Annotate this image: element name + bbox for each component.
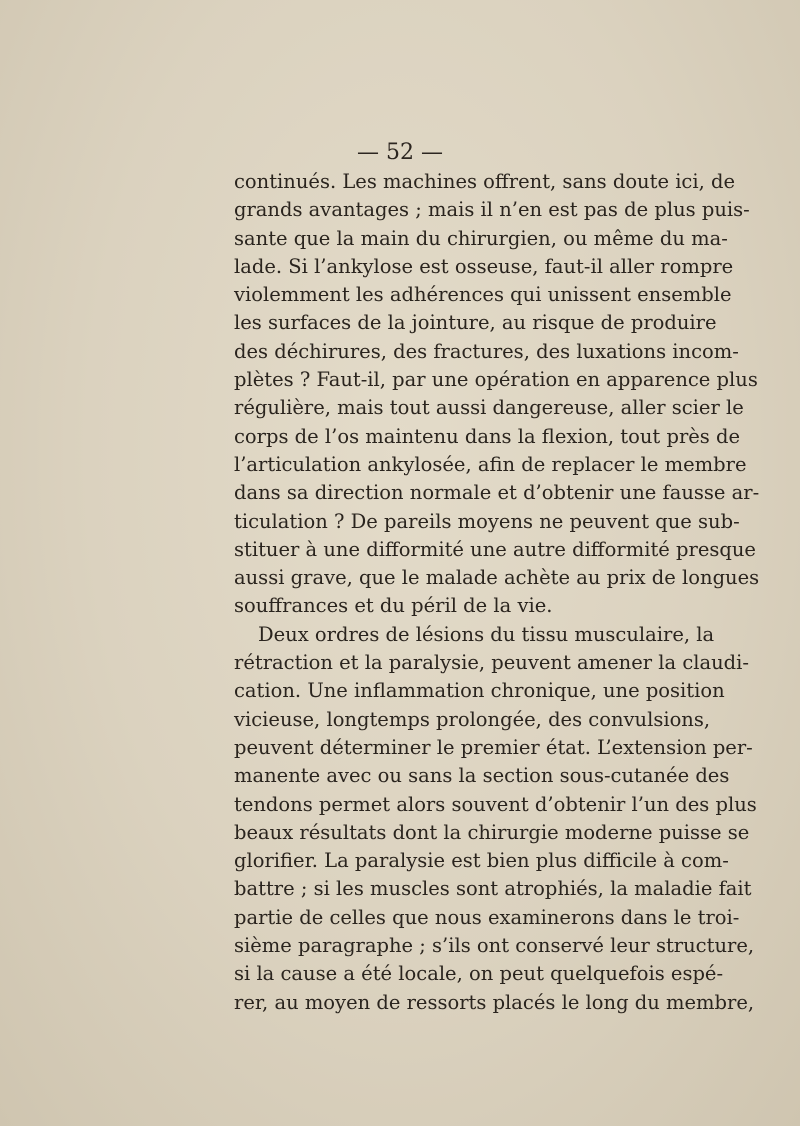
text-line: rer, au moyen de ressorts placés le long du membre, <box>234 990 755 1014</box>
text-line: partie de celles que nous examinerons dans le troi- <box>234 905 740 929</box>
page-number: — 52 — <box>357 140 443 165</box>
text-line: si la cause a été locale, on peut quelquefois espé- <box>234 962 724 986</box>
text-line: les surfaces de la jointure, au risque de produire <box>234 311 717 335</box>
text-line: dans sa direction normale et d’obtenir une fausse ar- <box>234 481 760 505</box>
text-line: continués. Les machines offrent, sans doute ici, de <box>234 170 736 193</box>
text-line: violemment les adhérences qui unissent ensemble <box>234 283 732 307</box>
text-line: l’articulation ankylosée, afin de replacer le membre <box>234 452 747 476</box>
text-line: aussi grave, que le malade achète au prix de longues <box>234 566 760 590</box>
text-line: peuvent déterminer le premier état. L’extension per- <box>234 735 753 759</box>
text-line: stituer à une difformité une autre difformité presque <box>234 537 756 561</box>
text-line: battre ; si les muscles sont atrophiés, la maladie fait <box>234 877 752 901</box>
text-line: rétraction et la paralysie, peuvent amener la claudi- <box>234 651 749 675</box>
text-line: tendons permet alors souvent d’obtenir l’un des plus <box>234 792 757 816</box>
text-line: ticulation ? De pareils moyens ne peuvent que sub- <box>234 509 740 533</box>
text-line: lade. Si l’ankylose est osseuse, faut-il aller rompre <box>234 254 734 278</box>
paragraph-start-line: Deux ordres de lésions du tissu musculaire, la <box>258 622 715 646</box>
text-line: plètes ? Faut-il, par une opération en apparence plus <box>234 368 758 392</box>
text-line: sième paragraphe ; s’ils ont conservé leur structure, <box>234 934 755 958</box>
text-line: des déchirures, des fractures, des luxations incom- <box>234 339 739 363</box>
text-line: manente avec ou sans la section sous-cutanée des <box>234 764 730 788</box>
text-line: sante que la main du chirurgien, ou même du ma- <box>234 226 728 250</box>
text-line: grands avantages ; mais il n’en est pas de plus puis- <box>234 198 750 222</box>
text-line: cation. Une inflammation chronique, une position <box>234 679 725 703</box>
text-line: glorifier. La paralysie est bien plus difficile à com- <box>234 849 729 873</box>
text-line: vicieuse, longtemps prolongée, des convulsions, <box>234 707 711 731</box>
text-line: régulière, mais tout aussi dangereuse, aller scier le <box>234 396 744 420</box>
paragraph-end-line: souffrances et du péril de la vie. <box>234 594 553 618</box>
text-line: corps de l’os maintenu dans la flexion, tout près de <box>234 424 741 448</box>
body-text <box>234 168 760 1017</box>
text-line: beaux résultats dont la chirurgie moderne puisse se <box>234 820 750 844</box>
